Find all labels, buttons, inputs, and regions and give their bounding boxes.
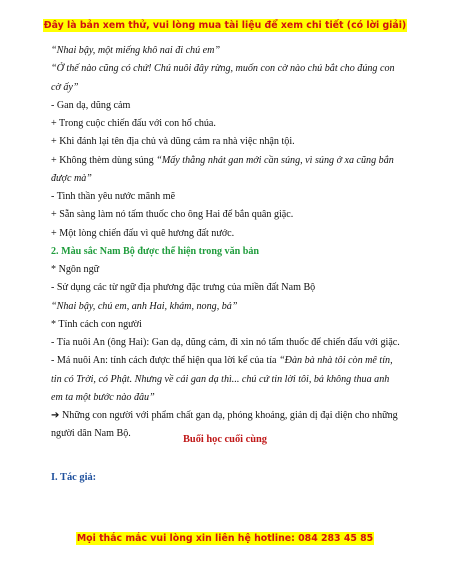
text-line: em ta một bước nào đâu”	[51, 391, 155, 403]
text-line-quote: “Đàn bà nhà tôi còn mê tín,	[279, 355, 393, 367]
text-line: ➔ Những con người với phẩm chất gan dạ, phóng khoáng, giản dị đại diện cho những	[51, 410, 398, 421]
document-body	[51, 42, 409, 444]
text-line: - Tía nuôi An (ông Hai): Gan dạ, dũng cảm, đi xin nó tấm thuốc để chiến đấu với giặc.	[51, 337, 400, 348]
lesson-title: Buổi học cuối cùng	[182, 434, 267, 445]
text-line: + Sẵn sàng làm nó tấm thuốc cho ông Hai để bắn quân giặc.	[51, 209, 294, 221]
text-line-plain: + Không thèm dùng súng	[51, 154, 157, 166]
text-line: cờ ấy”	[51, 81, 79, 93]
text-line	[51, 152, 409, 170]
text-line: “Ở thế nào cũng có chứ! Chú nuôi đây rừng, muốn con cờ nào chú bắt cho đúng con	[51, 63, 395, 75]
text-line: - Tinh thần yêu nước mãnh mẽ	[51, 191, 176, 202]
section-heading-southern-color: 2. Màu sắc Nam Bộ được thể hiện trong văn bản	[51, 245, 260, 257]
top-preview-banner	[0, 20, 450, 31]
text-line: - Sử dụng các từ ngữ địa phương đặc trưng của miền đất Nam Bộ	[51, 282, 316, 294]
text-line: được mà”	[51, 172, 92, 184]
text-line: + Trong cuộc chiến đấu với con hổ chúa.	[51, 118, 216, 129]
text-line: * Ngôn ngữ	[51, 264, 100, 275]
text-line: + Khi đánh lại tên địa chủ và dũng cảm ra nhà việc nhận tội.	[51, 136, 295, 148]
section-heading-author: I. Tác giả:	[51, 472, 97, 483]
text-line-plain: - Má nuôi An: tính cách được thể hiện qua lời kể của tía	[51, 355, 280, 367]
text-line: người dân Nam Bộ.	[51, 428, 131, 440]
text-line: * Tính cách con người	[51, 318, 142, 330]
text-line: “Nhai bậy, một miếng khô nai đi chú em”	[51, 45, 221, 56]
bottom-hotline-banner	[0, 533, 450, 544]
text-line	[51, 352, 409, 370]
text-line-quote: “Mấy thằng nhát gan mới cần súng, vì súng ở xa cũng bắn	[156, 154, 394, 166]
text-line: + Một lòng chiến đấu vì quê hương đất nước.	[51, 227, 235, 239]
top-preview-banner-text: Đây là bản xem thử, vui lòng mua tài liệu để xem chi tiết (có lời giải)	[43, 20, 407, 31]
bottom-hotline-banner-text: Mọi thắc mắc vui lòng xin liên hệ hotline: 084 283 45 85	[76, 533, 374, 544]
text-line: - Gan dạ, dũng cảm	[51, 99, 131, 111]
text-line: tin có Trời, có Phật. Nhưng về cái gan dạ thì... chú cứ tin lời tôi, bả không thua anh	[51, 373, 390, 385]
text-line: “Nhai bậy, chú em, anh Hai, khám, nong, bả”	[51, 300, 238, 312]
